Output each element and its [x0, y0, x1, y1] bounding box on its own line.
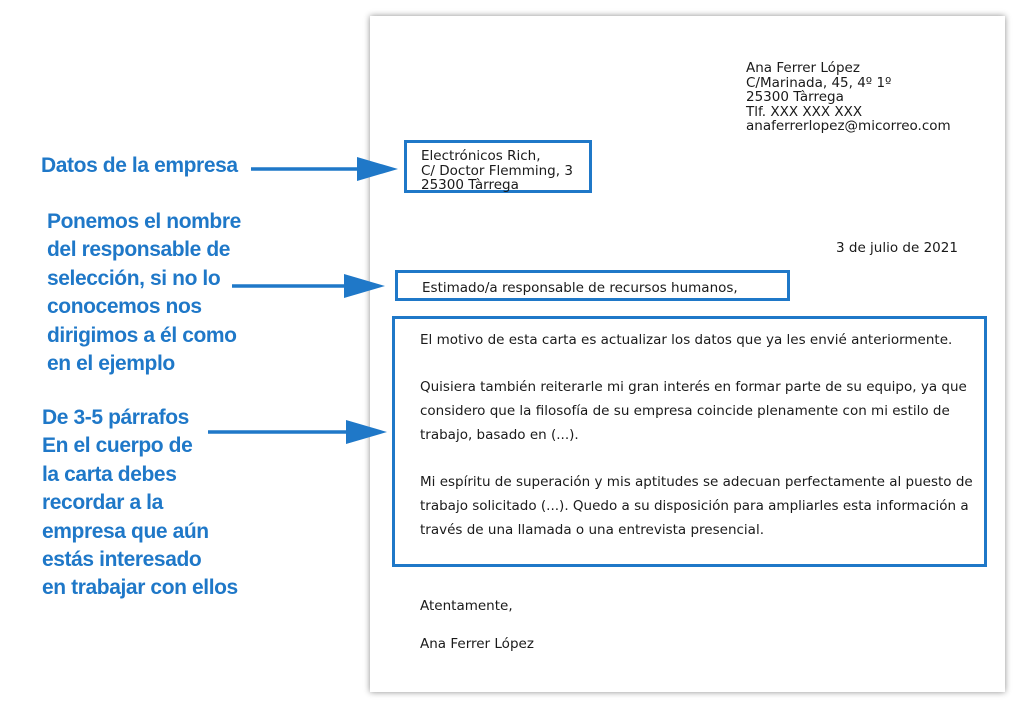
greeting-text: Estimado/a responsable de recursos humanos, [422, 280, 738, 296]
annotation-responsible [47, 208, 241, 378]
sender-address-block [746, 61, 951, 134]
annotation-responsible-line: dirigimos a él como [47, 323, 237, 347]
annotation-paragraphs-line: recordar a la [42, 491, 163, 515]
greeting-box [395, 270, 790, 301]
annotation-paragraphs-line: en trabajar con ellos [42, 576, 238, 600]
annotation-responsible-line: Ponemos el nombre [47, 210, 241, 233]
body-paragraph-2: Quisiera también reiterarle mi gran interés en formar parte de su equipo, ya que considero que la filosofía de su empresa coincide plenamente con mi estilo de trabajo, basado en (...). [420, 379, 967, 443]
company-city: 25300 Tàrrega [421, 177, 519, 193]
body-paragraph-3: Mi espíritu de superación y mis aptitudes se adecuan perfectamente al puesto de trabajo solicitado (...). Quedo a su disposición para ampliarles esta información a través de una llamada o una entrevista presencial. [420, 474, 973, 538]
body-paragraph-1: El motivo de esta carta es actualizar los datos que ya les envié anteriormente. [420, 332, 953, 348]
letter-date: 3 de julio de 2021 [836, 240, 958, 256]
letter-body-box [392, 316, 987, 567]
annotation-responsible-line: selección, si no lo [47, 266, 221, 290]
annotation-paragraphs-line: estás interesado [42, 548, 202, 572]
annotation-responsible-line: en el ejemplo [47, 352, 175, 376]
annotation-company-line: Datos de la empresa [41, 154, 238, 177]
annotation-paragraphs-line: empresa que aún [42, 519, 209, 543]
company-address-box [404, 140, 592, 193]
letter-signature: Ana Ferrer López [420, 636, 534, 652]
company-name: Electrónicos Rich, [421, 148, 541, 164]
sender-phone: Tlf. XXX XXX XXX [746, 103, 863, 120]
annotation-responsible-line: conocemos nos [47, 295, 202, 319]
letter-closing: Atentamente, [420, 598, 513, 614]
annotation-responsible-line: del responsable de [47, 238, 231, 262]
annotation-paragraphs-line: la carta debes [42, 462, 177, 486]
sender-city: 25300 Tàrrega [746, 89, 844, 105]
sender-street: C/Marinada, 45, 4º 1º [746, 74, 892, 91]
sender-email: anaferrerlopez@micorreo.com [746, 118, 951, 134]
sender-name: Ana Ferrer López [746, 60, 860, 76]
annotation-paragraphs-line: En el cuerpo de [42, 434, 193, 458]
annotation-paragraphs-line: De 3-5 párrafos [42, 406, 189, 429]
annotation-company [41, 152, 238, 180]
annotation-paragraphs [42, 404, 238, 603]
arrow-greeting-icon [232, 274, 385, 298]
company-street: C/ Doctor Flemming, 3 [421, 162, 573, 179]
